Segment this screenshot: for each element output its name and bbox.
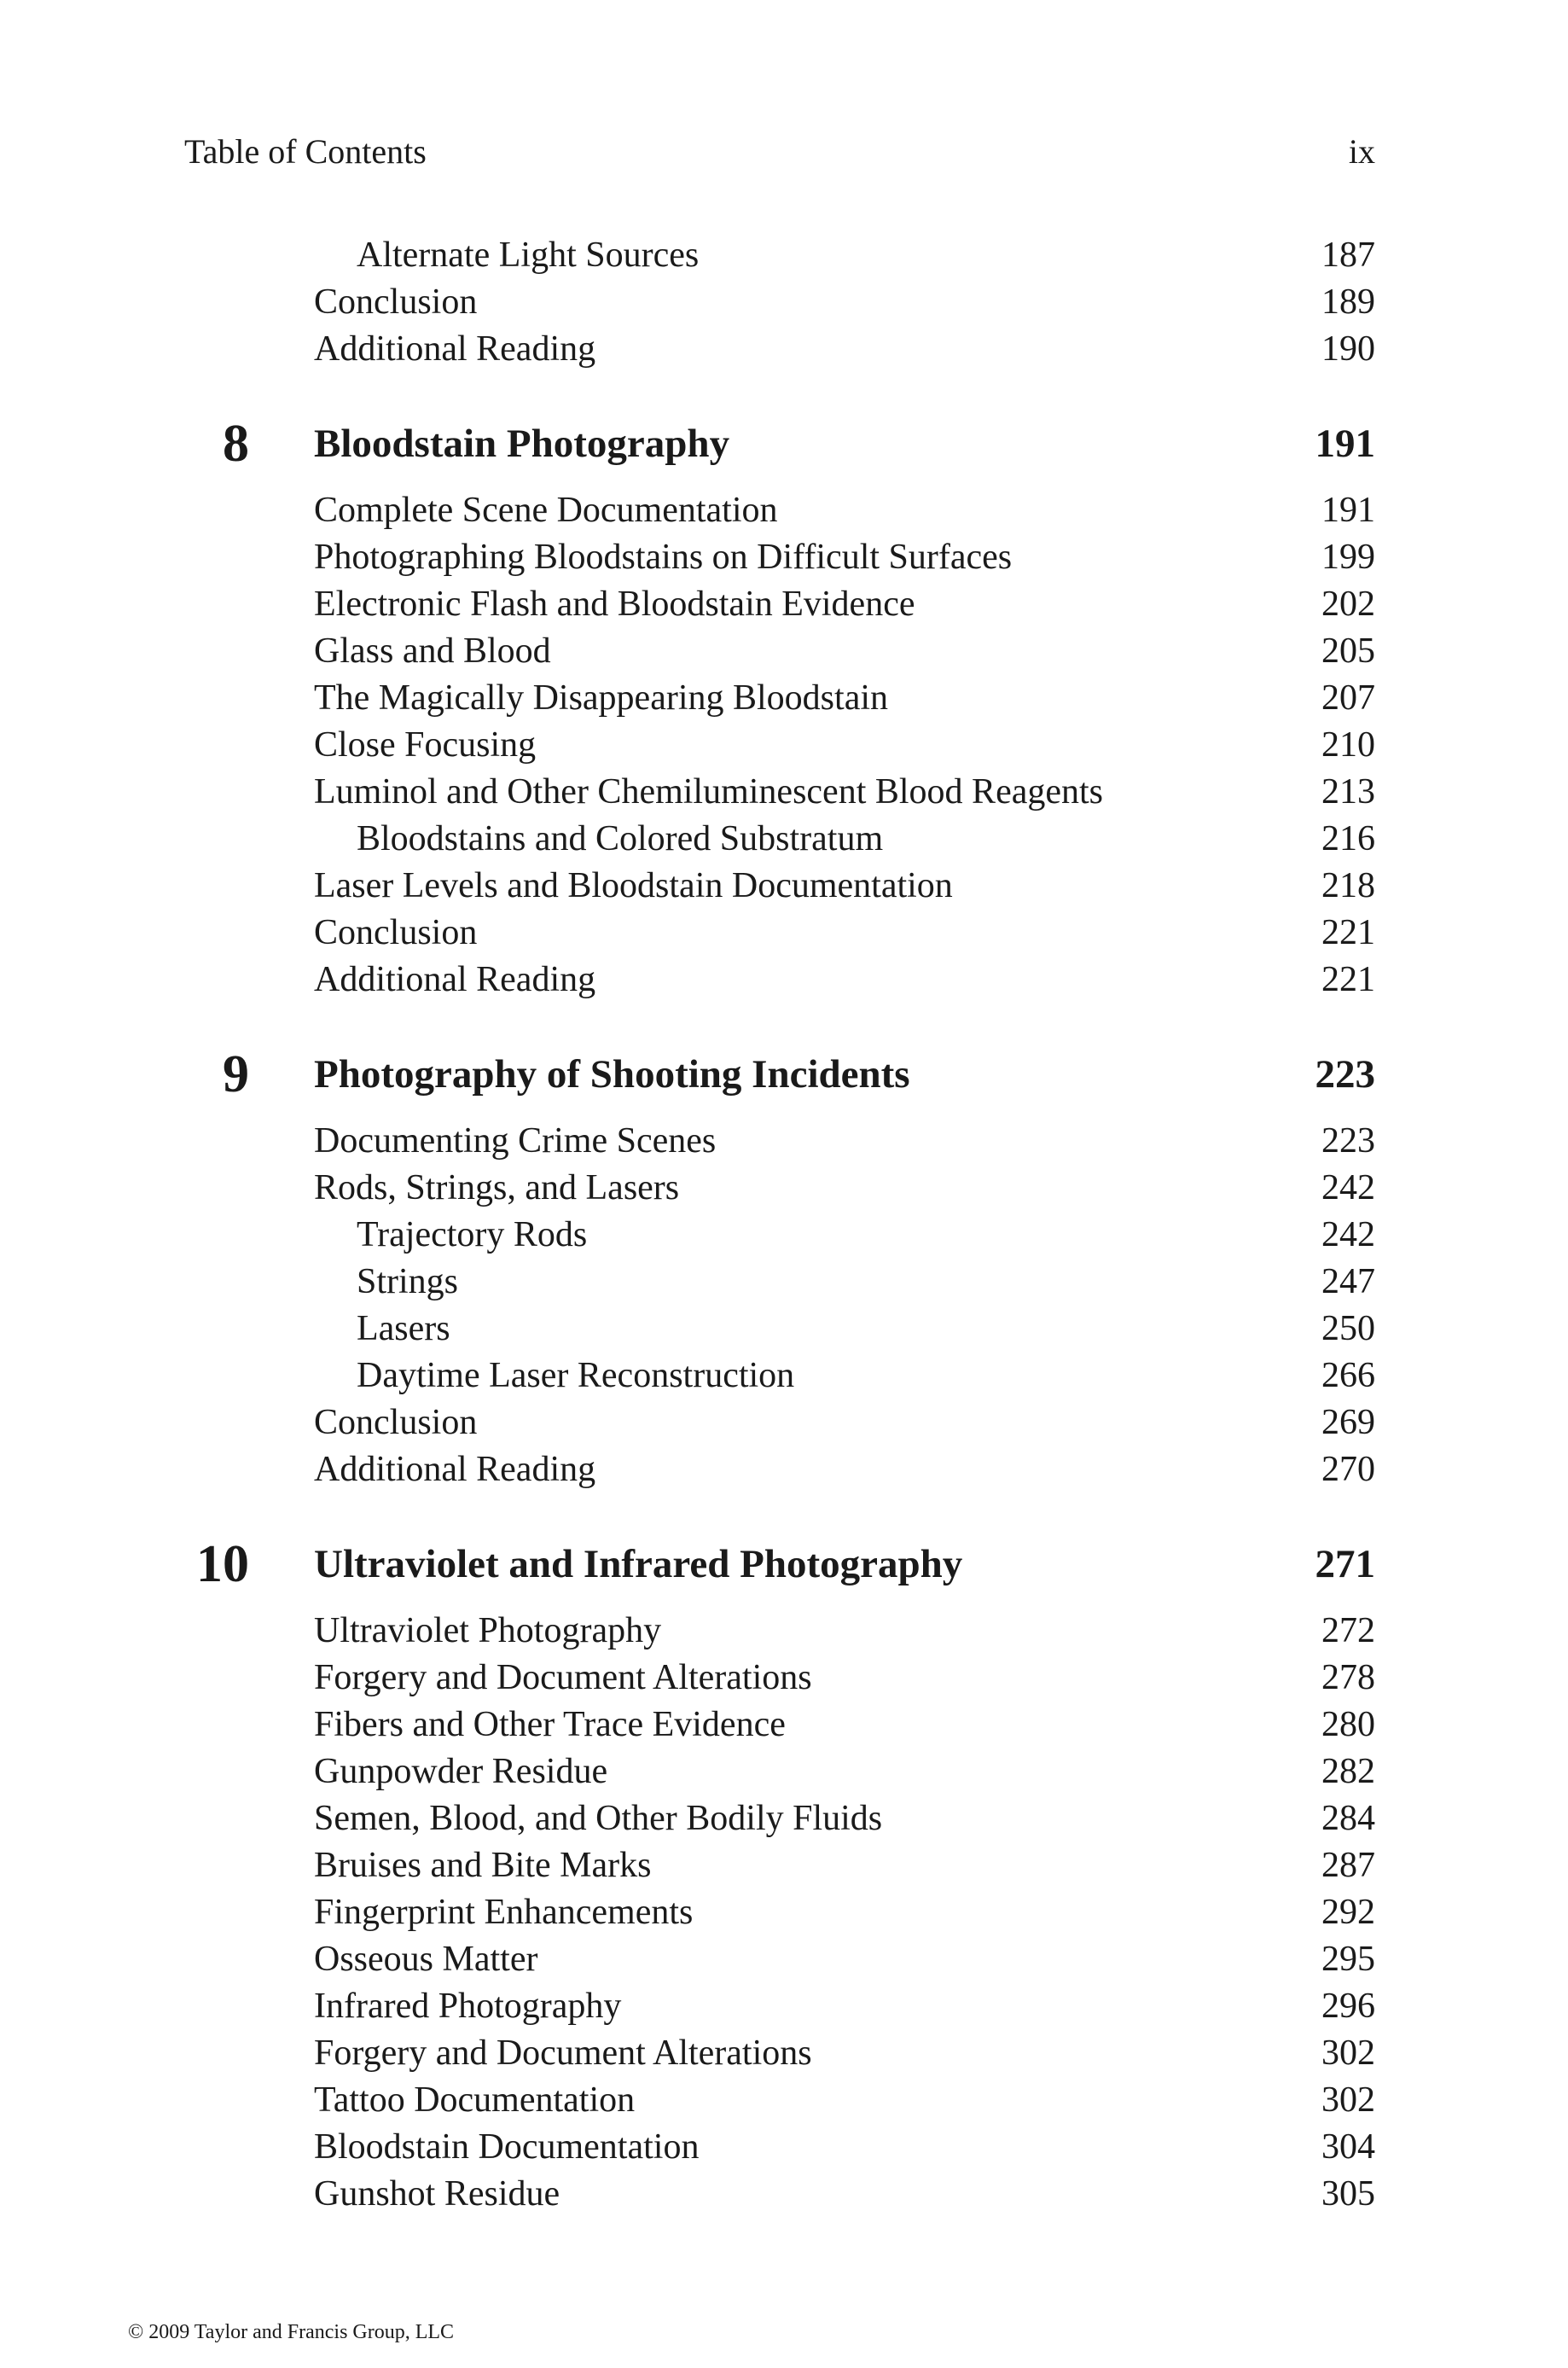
chapter-page: 191 — [1315, 422, 1375, 466]
toc-entry-title: Fingerprint Enhancements — [314, 1893, 694, 1932]
toc-entry[interactable] — [184, 2171, 1375, 2218]
chapter-title: Bloodstain Photography — [314, 422, 730, 466]
toc-entry-title: Bloodstain Documentation — [314, 2127, 700, 2167]
toc-entry-title: Ultraviolet Photography — [314, 1611, 662, 1650]
running-head — [184, 126, 1375, 177]
toc-entry-page: 189 — [1321, 282, 1375, 322]
toc-entry-title: Conclusion — [314, 282, 478, 322]
toc-entry[interactable] — [184, 1212, 1375, 1259]
toc-entry-title: Infrared Photography — [314, 1987, 622, 2026]
toc-entry[interactable] — [184, 957, 1375, 1004]
toc-entry[interactable] — [184, 2124, 1375, 2171]
chapter-title: Photography of Shooting Incidents — [314, 1052, 910, 1097]
toc-entry-page: 302 — [1321, 2033, 1375, 2073]
chapter-number: 9 — [223, 1045, 249, 1103]
chapter-page: 223 — [1315, 1052, 1375, 1097]
toc-entry[interactable] — [184, 1118, 1375, 1165]
chapter-number: 10 — [196, 1535, 249, 1593]
toc-entry[interactable] — [184, 1399, 1375, 1446]
toc-entry-page: 205 — [1321, 631, 1375, 671]
toc-entry[interactable] — [184, 1353, 1375, 1399]
toc-entry-page: 272 — [1321, 1611, 1375, 1650]
toc-entry-page: 242 — [1321, 1168, 1375, 1207]
toc-entry-title: Conclusion — [314, 1403, 478, 1442]
toc-entry[interactable] — [184, 675, 1375, 722]
toc-entry[interactable] — [184, 1702, 1375, 1748]
toc-entry-title: Bloodstains and Colored Substratum — [357, 819, 884, 858]
toc-entry-title: Trajectory Rods — [357, 1215, 588, 1254]
toc-entry-title: Additional Reading — [314, 329, 596, 369]
toc-entry[interactable] — [184, 1983, 1375, 2030]
toc-entry-title: Photographing Bloodstains on Difficult Surfaces — [314, 538, 1013, 577]
toc-entry[interactable] — [184, 816, 1375, 863]
toc-entry-title: Luminol and Other Chemiluminescent Blood Reagents — [314, 772, 1104, 812]
toc-entry-title: Laser Levels and Bloodstain Documentation — [314, 866, 953, 905]
chapter-page: 271 — [1315, 1542, 1375, 1586]
chapter-heading-10[interactable] — [184, 1535, 1375, 1593]
toc-entry[interactable] — [184, 1795, 1375, 1842]
toc-entry[interactable] — [184, 1748, 1375, 1795]
toc-entry[interactable] — [184, 326, 1375, 373]
toc-entry-title: Forgery and Document Alterations — [314, 2033, 812, 2073]
toc-entry[interactable] — [184, 1608, 1375, 1655]
toc-entry-title: Additional Reading — [314, 1450, 596, 1489]
toc-entry-page: 296 — [1321, 1987, 1375, 2026]
toc-entry-page: 199 — [1321, 538, 1375, 577]
toc-entry-page: 223 — [1321, 1121, 1375, 1161]
chapter-title: Ultraviolet and Infrared Photography — [314, 1542, 963, 1586]
toc-entry-page: 266 — [1321, 1356, 1375, 1395]
toc-entry[interactable] — [184, 2077, 1375, 2124]
toc-entry-page: 221 — [1321, 913, 1375, 952]
toc-entry-title: Glass and Blood — [314, 631, 551, 671]
toc-entry[interactable] — [184, 487, 1375, 534]
toc-entry-page: 213 — [1321, 772, 1375, 812]
toc-entry[interactable] — [184, 1165, 1375, 1212]
toc-entry-page: 305 — [1321, 2174, 1375, 2214]
toc-entry-page: 190 — [1321, 329, 1375, 369]
toc-entry-title: Gunshot Residue — [314, 2174, 560, 2214]
toc-entry[interactable] — [184, 863, 1375, 910]
toc-entry-page: 216 — [1321, 819, 1375, 858]
toc-entry-title: Documenting Crime Scenes — [314, 1121, 717, 1161]
toc-entry-title: Conclusion — [314, 913, 478, 952]
toc-entry-title: Strings — [357, 1262, 459, 1301]
toc-entry-page: 187 — [1321, 236, 1375, 275]
toc-entry-page: 250 — [1321, 1309, 1375, 1348]
toc-entry-page: 280 — [1321, 1705, 1375, 1744]
toc-entry[interactable] — [184, 1446, 1375, 1493]
toc-entry-page: 278 — [1321, 1658, 1375, 1697]
toc-entry[interactable] — [184, 910, 1375, 957]
toc-entry-title: Lasers — [357, 1309, 450, 1348]
toc-entry-title: Tattoo Documentation — [314, 2080, 636, 2120]
toc-entry-page: 242 — [1321, 1215, 1375, 1254]
toc-entry[interactable] — [184, 722, 1375, 769]
running-head-title: Table of Contents — [184, 132, 427, 171]
toc-entry-page: 270 — [1321, 1450, 1375, 1489]
table-of-contents — [184, 232, 1375, 2218]
toc-entry-title: Electronic Flash and Bloodstain Evidence — [314, 585, 915, 624]
toc-entry-title: Daytime Laser Reconstruction — [357, 1356, 795, 1395]
toc-entry-page: 292 — [1321, 1893, 1375, 1932]
toc-entry-title: Semen, Blood, and Other Bodily Fluids — [314, 1799, 883, 1838]
toc-entry-page: 202 — [1321, 585, 1375, 624]
toc-entry[interactable] — [184, 581, 1375, 628]
toc-entry-title: Gunpowder Residue — [314, 1752, 608, 1791]
toc-entry-title: Osseous Matter — [314, 1940, 538, 1979]
toc-entry-page: 287 — [1321, 1846, 1375, 1885]
toc-entry-page: 191 — [1321, 491, 1375, 530]
toc-entry-title: Complete Scene Documentation — [314, 491, 778, 530]
toc-entry-page: 210 — [1321, 725, 1375, 765]
toc-entry[interactable] — [184, 1259, 1375, 1306]
toc-entry[interactable] — [184, 232, 1375, 279]
toc-entry[interactable] — [184, 1655, 1375, 1702]
toc-entry-page: 218 — [1321, 866, 1375, 905]
toc-entry-page: 295 — [1321, 1940, 1375, 1979]
chapter-number: 8 — [223, 415, 249, 473]
toc-entry-title: Additional Reading — [314, 960, 596, 999]
toc-entry-page: 282 — [1321, 1752, 1375, 1791]
toc-entry-title: Forgery and Document Alterations — [314, 1658, 812, 1697]
toc-entry-title: Alternate Light Sources — [357, 236, 700, 275]
chapter-heading-9[interactable] — [184, 1045, 1375, 1103]
toc-entry-page: 284 — [1321, 1799, 1375, 1838]
toc-entry[interactable] — [184, 769, 1375, 816]
toc-entry-title: Bruises and Bite Marks — [314, 1846, 652, 1885]
toc-entry-page: 247 — [1321, 1262, 1375, 1301]
toc-entry-page: 304 — [1321, 2127, 1375, 2167]
chapter-heading-8[interactable] — [184, 415, 1375, 473]
toc-entry[interactable] — [184, 1306, 1375, 1353]
toc-entry[interactable] — [184, 1842, 1375, 1889]
running-head-page-number: ix — [1348, 132, 1375, 171]
toc-entry-title: Rods, Strings, and Lasers — [314, 1168, 680, 1207]
toc-entry-page: 221 — [1321, 960, 1375, 999]
copyright-footer: © 2009 Taylor and Francis Group, LLC — [128, 2321, 455, 2343]
toc-entry-page: 302 — [1321, 2080, 1375, 2120]
toc-entry-title: The Magically Disappearing Bloodstain — [314, 678, 889, 718]
toc-entry[interactable] — [184, 2030, 1375, 2077]
toc-entry[interactable] — [184, 279, 1375, 326]
toc-entry-title: Close Focusing — [314, 725, 537, 765]
toc-entry-page: 269 — [1321, 1403, 1375, 1442]
toc-entry[interactable] — [184, 534, 1375, 581]
toc-entry[interactable] — [184, 628, 1375, 675]
toc-entry[interactable] — [184, 1936, 1375, 1983]
toc-entry-title: Fibers and Other Trace Evidence — [314, 1705, 786, 1744]
toc-entry[interactable] — [184, 1889, 1375, 1936]
toc-entry-page: 207 — [1321, 678, 1375, 718]
